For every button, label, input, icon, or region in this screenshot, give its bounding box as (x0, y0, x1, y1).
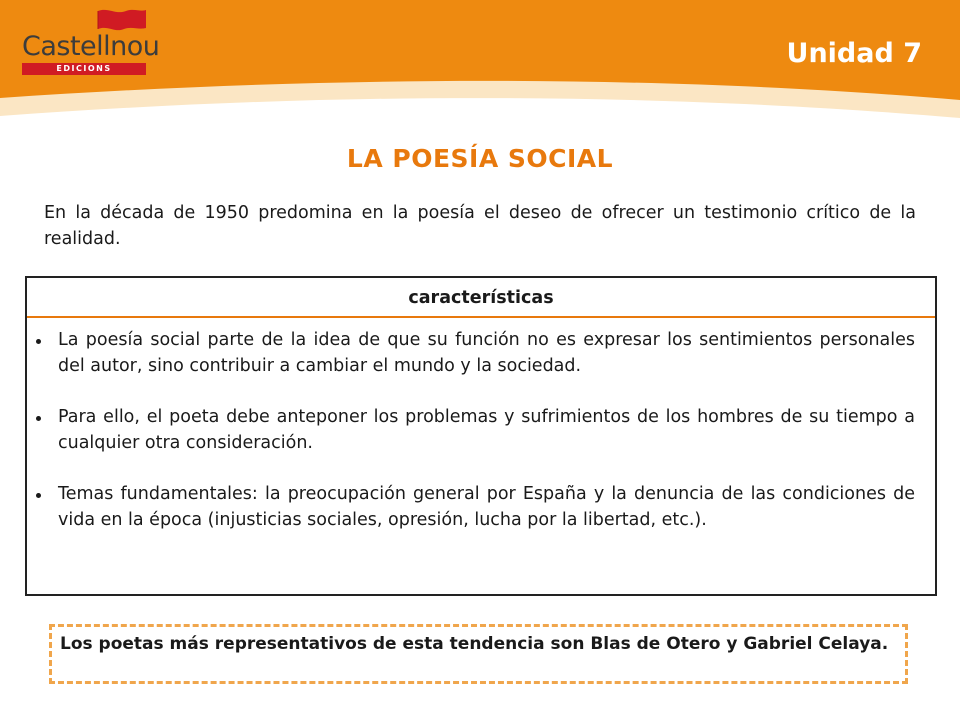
list-item (27, 327, 935, 379)
bullet-icon (36, 493, 41, 498)
characteristics-list (27, 318, 935, 533)
page-title: LA POESÍA SOCIAL (346, 144, 614, 173)
bullet-icon (36, 339, 41, 344)
castellnou-logo (20, 8, 160, 74)
logo-wordmark: Castellnou (22, 31, 160, 62)
list-item-text: Temas fundamentales: la preocupación general por España y la denuncia de las condiciones de vida en la época (injusticias sociales, opresión, lucha por la libertad, etc.). (58, 484, 915, 530)
logo-subtitle: EDICIONS (22, 63, 146, 75)
highlight-note: Los poetas más representativos de esta tendencia son Blas de Otero y Gabriel Celaya. (49, 624, 908, 684)
unit-title: Unidad 7 (786, 38, 922, 69)
list-item-text: La poesía social parte de la idea de que su función no es expresar los sentimientos personales del autor, sino contribuir a cambiar el mundo y la sociedad. (58, 330, 915, 376)
list-item-text: Para ello, el poeta debe anteponer los problemas y sufrimientos de los hombres de su tiempo a cualquier otra consideración. (58, 407, 915, 453)
bullet-icon (36, 416, 41, 421)
list-item (27, 481, 935, 533)
characteristics-table (25, 276, 937, 596)
list-item (27, 404, 935, 456)
characteristics-header: características (27, 278, 935, 318)
intro-paragraph: En la década de 1950 predomina en la poesía el deseo de ofrecer un testimonio crítico de la realidad. (44, 203, 916, 249)
